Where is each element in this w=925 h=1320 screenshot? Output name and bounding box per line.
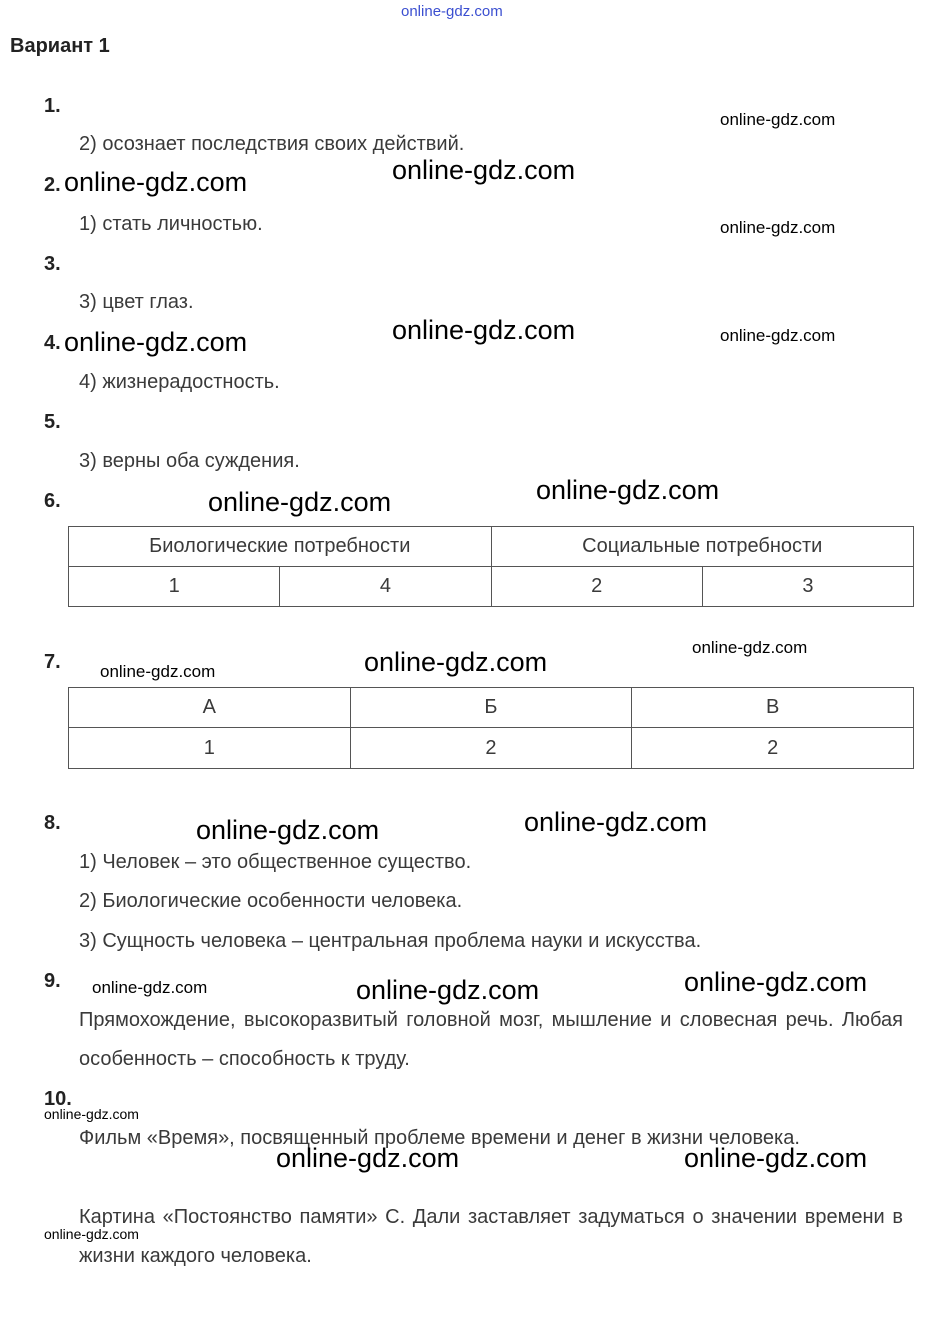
question-number-7: 7.: [44, 651, 61, 673]
table-cell: 3: [702, 567, 913, 607]
watermark: online-gdz.com: [720, 326, 836, 345]
watermark: online-gdz.com: [100, 662, 216, 681]
answer-10-paragraph-painting: Картина «Постоянство памяти» С. Дали заставляет задуматься о значении времени в жизни каждого человека.: [79, 1206, 903, 1267]
table-header-cell: Биологические потребности: [69, 527, 492, 567]
question-number-1: 1.: [44, 95, 61, 117]
table-header-cell: А: [69, 688, 351, 728]
table-cell: 2: [350, 728, 632, 769]
needs-table: [68, 526, 914, 607]
question-number-3: 3.: [44, 253, 61, 275]
question-number-4: 4.: [44, 332, 61, 354]
answer-2: 1) стать личностью.: [79, 213, 263, 235]
watermark: online-gdz.com: [720, 110, 836, 129]
table-row: [69, 567, 914, 607]
watermark: online-gdz.com: [64, 327, 248, 357]
watermark: online-gdz.com: [196, 815, 380, 845]
answer-1: 2) осознает последствия своих действий.: [79, 133, 465, 155]
plan-item: 3) Сущность человека – центральная проблема науки и искусства.: [79, 930, 702, 952]
watermark: online-gdz.com: [64, 167, 248, 197]
table-header-cell: В: [632, 688, 914, 728]
table-cell: 1: [69, 567, 280, 607]
watermark: online-gdz.com: [356, 975, 540, 1005]
matching-table: [68, 687, 914, 769]
watermark: online-gdz.com: [392, 155, 576, 185]
watermark: online-gdz.com: [276, 1143, 460, 1173]
watermark: online-gdz.com: [364, 647, 548, 677]
watermark: online-gdz.com: [684, 1143, 868, 1173]
answer-4: 4) жизнерадостность.: [79, 371, 280, 393]
plan-item: 1) Человек – это общественное существо.: [79, 851, 472, 873]
question-number-8: 8.: [44, 812, 61, 834]
answer-10-paragraph-film: Фильм «Время», посвященный проблеме времени и денег в жизни человека.: [79, 1127, 800, 1149]
watermark: online-gdz.com: [44, 1106, 139, 1122]
question-number-6: 6.: [44, 490, 61, 512]
table-header-row: [69, 688, 914, 728]
site-header-link[interactable]: online-gdz.com: [401, 3, 503, 20]
watermark: online-gdz.com: [684, 967, 868, 997]
table-cell: 1: [69, 728, 351, 769]
watermark: online-gdz.com: [208, 487, 392, 517]
plan-item: 2) Биологические особенности человека.: [79, 890, 463, 912]
table-cell: 2: [491, 567, 702, 607]
table-row: [69, 728, 914, 769]
question-number-2: 2.: [44, 174, 61, 196]
question-number-10: 10.: [44, 1088, 72, 1110]
watermark: online-gdz.com: [524, 807, 708, 837]
table-header-row: [69, 527, 914, 567]
table-header-cell: Социальные потребности: [491, 527, 914, 567]
question-number-5: 5.: [44, 411, 61, 433]
answer-3: 3) цвет глаз.: [79, 291, 194, 313]
table-cell: 2: [632, 728, 914, 769]
watermark: online-gdz.com: [392, 315, 576, 345]
answer-5: 3) верны оба суждения.: [79, 450, 300, 472]
watermark: online-gdz.com: [44, 1226, 139, 1242]
page-title: Вариант 1: [10, 35, 110, 57]
answer-9-paragraph: Прямохождение, высокоразвитый головной мозг, мышление и словесная речь. Любая особенность – способность к труду.: [79, 1009, 903, 1070]
question-number-9: 9.: [44, 970, 61, 992]
table-cell: 4: [280, 567, 491, 607]
watermark: online-gdz.com: [92, 978, 208, 997]
watermark: online-gdz.com: [720, 218, 836, 237]
watermark: online-gdz.com: [536, 475, 720, 505]
table-header-cell: Б: [350, 688, 632, 728]
watermark: online-gdz.com: [692, 638, 808, 657]
